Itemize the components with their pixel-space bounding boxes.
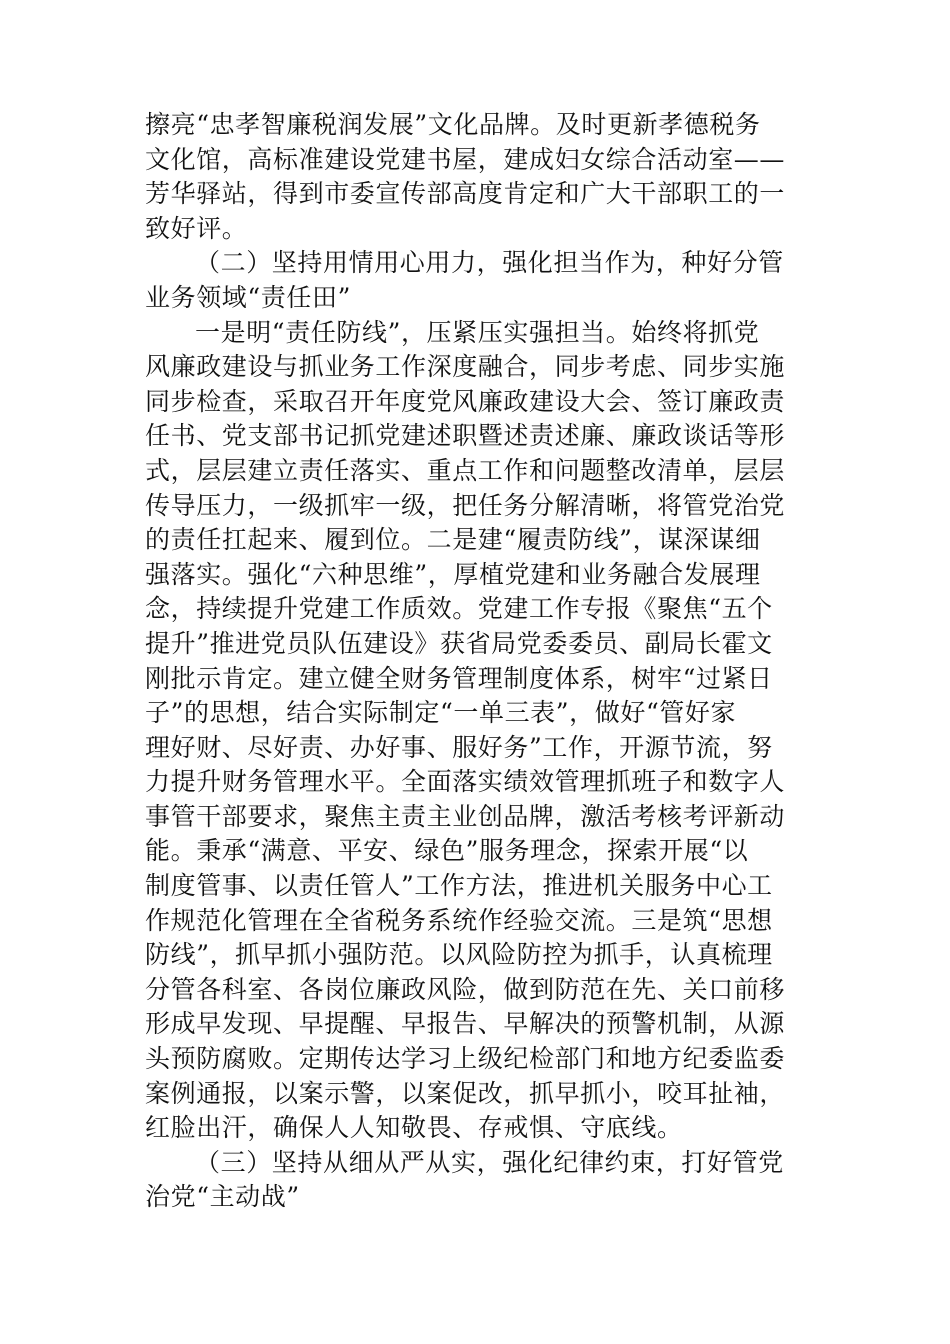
text-line: 同步检查，采取召开年度党风廉政建设大会、签订廉政责 [145, 386, 786, 416]
text-line: 芳华驿站，得到市委宣传部高度肯定和广大干部职工的一 [145, 179, 786, 209]
text-line: 强落实。强化“六种思维”，厚植党建和业务融合发展理 [145, 559, 761, 589]
text-line: 念，持续提升党建工作质效。党建工作专报《聚焦“五个 [145, 594, 773, 624]
text-line: 一是明“责任防线”，压紧压实强担当。始终将抓党 [195, 317, 760, 347]
text-line: 能。秉承“满意、平安、绿色”服务理念，探索开展“以 [145, 836, 749, 866]
text-line: 防线”，抓早抓小强防范。以风险防控为抓手，认真梳理 [145, 940, 773, 970]
text-line: 擦亮“忠孝智廉税润发展”文化品牌。及时更新孝德税务 [145, 110, 761, 139]
text-line: 业务领域“责任田” [145, 282, 351, 312]
text-line: 文化馆，高标准建设党建书屋，建成妇女综合活动室—— [145, 144, 786, 174]
text-line: 风廉政建设与抓业务工作深度融合，同步考虑、同步实施 [145, 352, 786, 382]
text-line: 任书、党支部书记抓党建述职暨述责述廉、廉政谈话等形 [145, 421, 786, 451]
text-line: 头预防腐败。定期传达学习上级纪检部门和地方纪委监委 [145, 1044, 786, 1074]
text-line: 的责任扛起来、履到位。二是建“履责防线”，谋深谋细 [145, 525, 761, 555]
text-line: 刚批示肯定。建立健全财务管理制度体系，树牢“过紧日 [145, 663, 773, 693]
text-line: 事管干部要求，聚焦主责主业创品牌，激活考核考评新动 [145, 801, 786, 831]
text-line: （三）坚持从细从严从实，强化纪律约束，打好管党 [195, 1147, 784, 1177]
text-line: 治党“主动战” [145, 1182, 300, 1212]
text-line: 致好评。 [145, 213, 248, 243]
text-line: 制度管事、以责任管人”工作方法，推进机关服务中心工 [145, 871, 773, 901]
text-line: 力提升财务管理水平。全面落实绩效管理抓班子和数字人 [145, 767, 786, 797]
text-line: 理好财、尽好责、办好事、服好务”工作，开源节流，努 [145, 732, 773, 762]
text-line: 子”的思想，结合实际制定“一单三表”，做好“管好家 [145, 698, 737, 728]
text-line: 分管各科室、各岗位廉政风险，做到防范在先、关口前移 [145, 974, 786, 1004]
text-line: 式，层层建立责任落实、重点工作和问题整改清单，层层 [145, 455, 786, 485]
text-line: 案例通报，以案示警，以案促改，抓早抓小，咬耳扯袖， [145, 1078, 786, 1108]
text-line: 红脸出汗，确保人人知敬畏、存戒惧、守底线。 [145, 1113, 683, 1143]
text-line: （二）坚持用情用心用力，强化担当作为，种好分管 [195, 248, 784, 278]
text-line: 作规范化管理在全省税务系统作经验交流。三是筑“思想 [145, 905, 773, 935]
text-line: 提升”推进党员队伍建设》获省局党委委员、副局长霍文 [145, 628, 773, 658]
document-body [145, 108, 805, 1215]
text-line: 传导压力，一级抓牢一级，把任务分解清晰，将管党治党 [145, 490, 786, 520]
text-line: 形成早发现、早提醒、早报告、早解决的预警机制，从源 [145, 1009, 786, 1039]
